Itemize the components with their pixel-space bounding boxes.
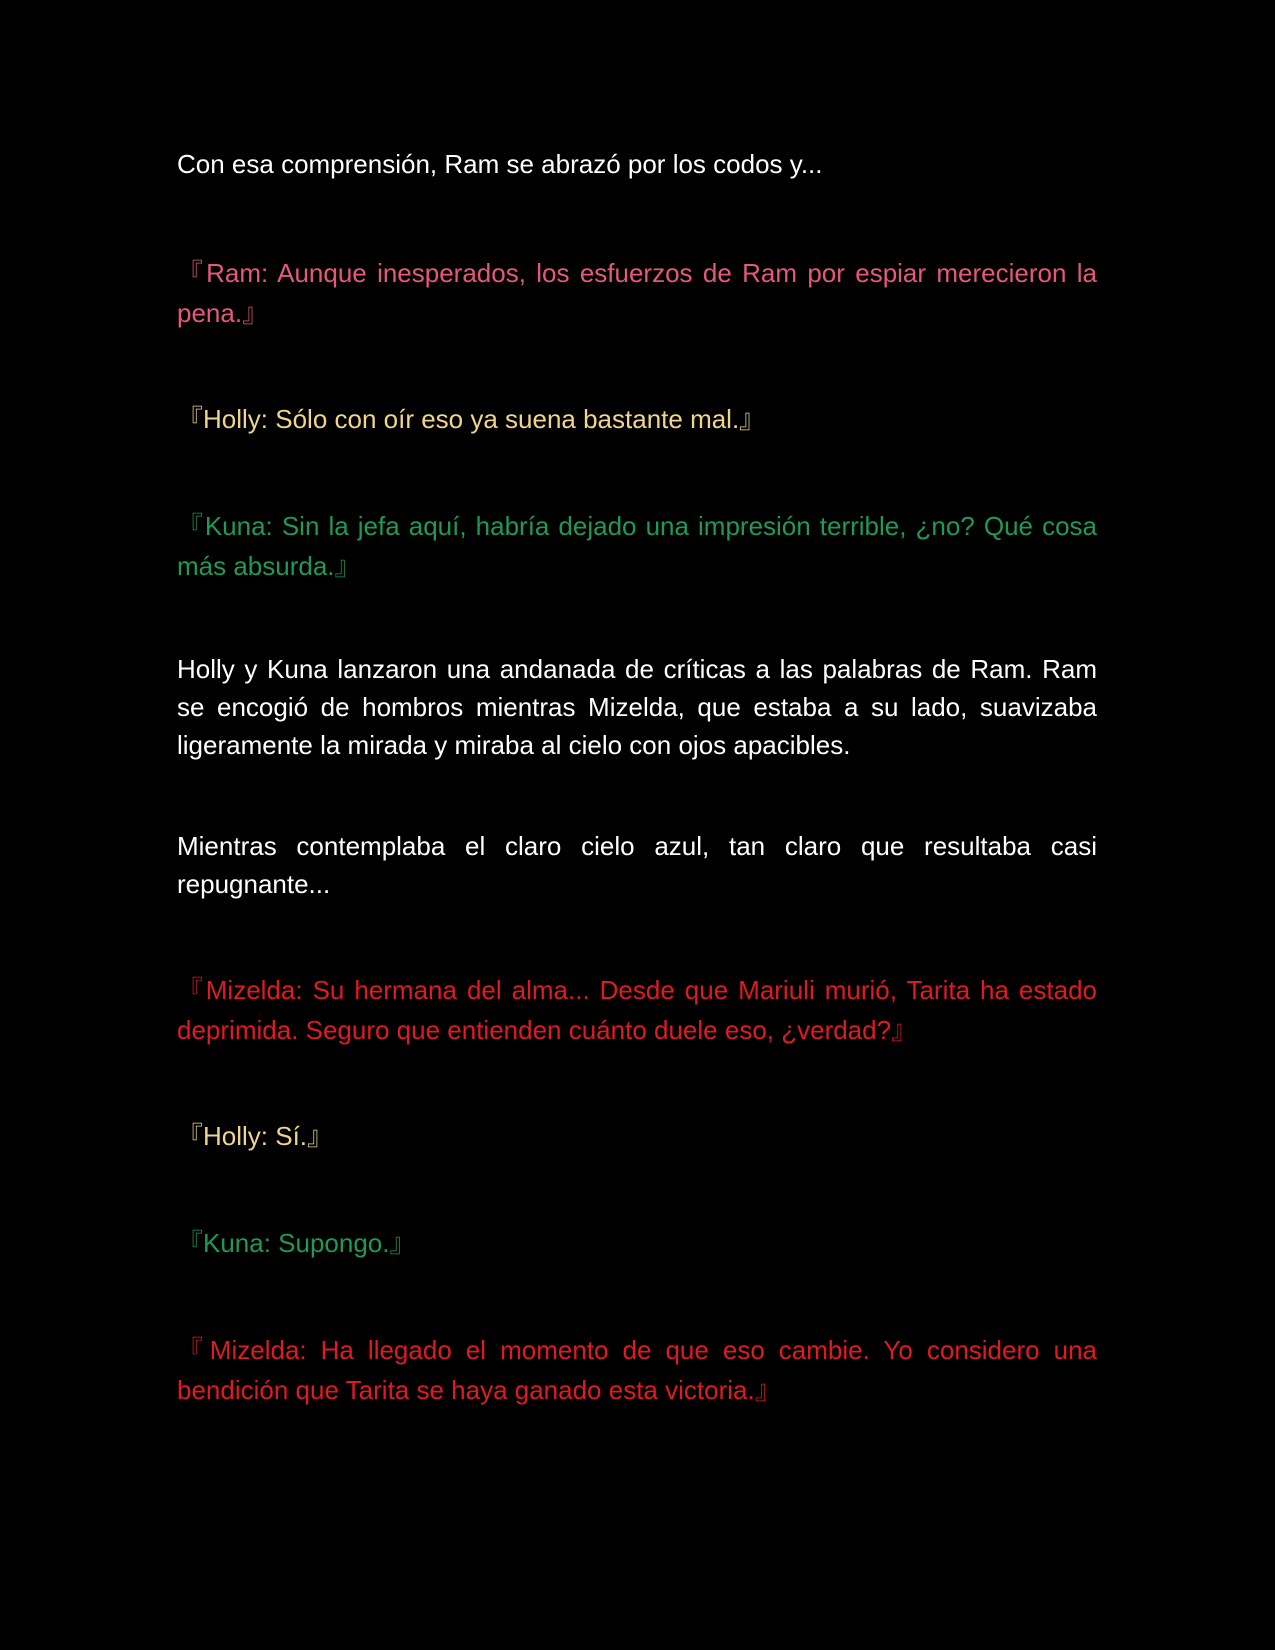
narration-paragraph: Con esa comprensión, Ram se abrazó por los codos y... <box>177 149 823 179</box>
dialogue-holly: 『Holly: Sólo con oír eso ya suena bastante mal.』 <box>177 404 766 434</box>
dialogue-mizelda: 『Mizelda: Ha llegado el momento de que eso cambie. Yo considero una bendición que Tarita se haya ganado esta victoria.』 <box>177 1335 1097 1405</box>
document-page <box>177 0 1097 1650</box>
dialogue-kuna: 『Kuna: Sin la jefa aquí, habría dejado una impresión terrible, ¿no? Qué cosa más absurda.』 <box>177 511 1097 581</box>
dialogue-kuna: 『Kuna: Supongo.』 <box>177 1228 416 1258</box>
narration-paragraph: Mientras contemplaba el claro cielo azul, tan claro que resultaba casi repugnante... <box>177 831 1097 899</box>
narration-paragraph: Holly y Kuna lanzaron una andanada de críticas a las palabras de Ram. Ram se encogió de hombros mientras Mizelda, que estaba a su lado, suavizaba ligeramente la mirada y miraba al cielo con ojos apacibles. <box>177 654 1097 760</box>
dialogue-mizelda: 『Mizelda: Su hermana del alma... Desde que Mariuli murió, Tarita ha estado deprimida. Seguro que entienden cuánto duele eso, ¿verdad?』 <box>177 975 1098 1045</box>
dialogue-ram: 『Ram: Aunque inesperados, los esfuerzos de Ram por espiar merecieron la pena.』 <box>177 258 1097 328</box>
dialogue-holly: 『Holly: Sí.』 <box>177 1121 334 1151</box>
